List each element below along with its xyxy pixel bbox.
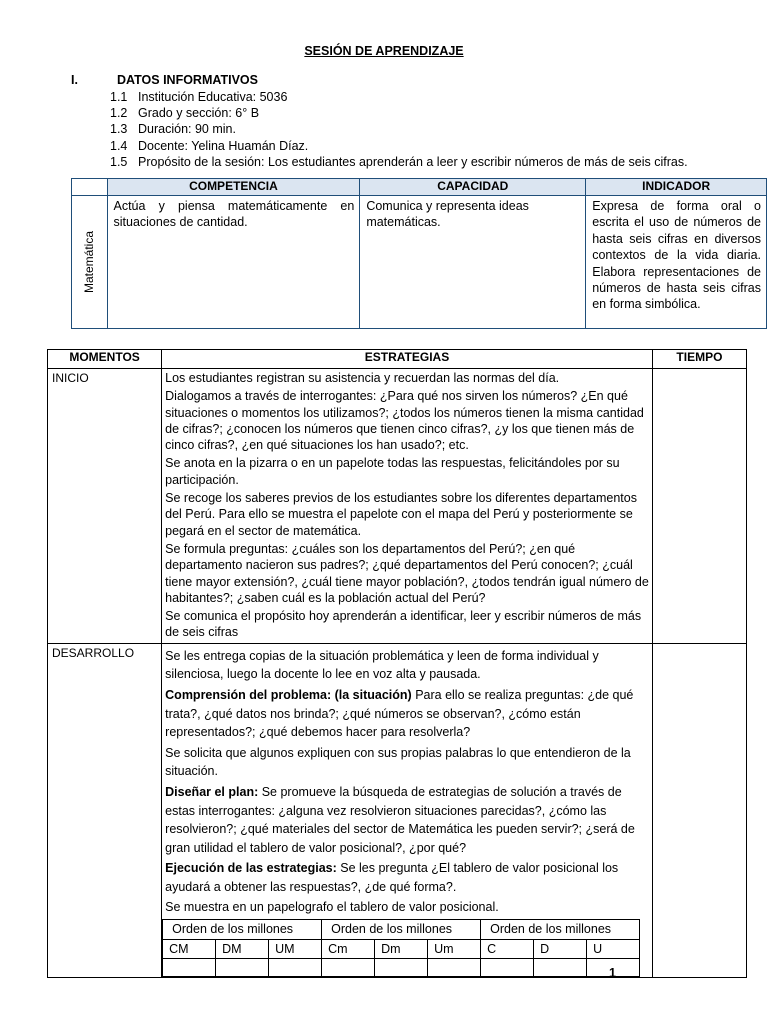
inicio-strategies (162, 369, 653, 644)
paragraph: Se anota en la pizarra o en un papelote todas las respuestas, felicitándoles por su participación. (165, 456, 620, 487)
group-header: Orden de los millones (322, 920, 481, 940)
info-number: 1.4 (110, 138, 128, 153)
paragraph (165, 686, 649, 742)
bold-lead: Comprensión del problema: (la situación) (165, 687, 412, 702)
paragraph-rest: Para ello se realiza preguntas: ¿de qué trata?, ¿qué datos nos brinda?; ¿qué números se observan?, ¿cómo están representados?; ¿qué debemos hacer para resolverla? (165, 687, 634, 740)
col-header: U (587, 939, 640, 959)
col-header: C (481, 939, 534, 959)
col-header: Dm (375, 939, 428, 959)
info-number: 1.5 (110, 154, 128, 169)
empty-header-cell (72, 179, 108, 196)
empty-cell (163, 959, 216, 977)
paragraph (165, 859, 649, 896)
header-indicador: INDICADOR (586, 179, 767, 196)
info-number: 1.2 (110, 106, 128, 121)
paragraph-rest: Se promueve la búsqueda de estrategias de solución a través de estas interrogantes: ¿alguna vez resolvieron situaciones parecidas?, ¿cómo las resolvieron?; ¿qué materiales del sector de Matemática les pueden servir?; ¿será de gran utilidad el tablero de valor posicional?, ¿por qué? (165, 784, 635, 855)
empty-cell (322, 959, 375, 977)
paragraph: Se les entrega copias de la situación problemática y leen de forma individual y silenciosa, luego la docente lo lee en voz alta y pausada. (165, 648, 599, 682)
empty-cell (375, 959, 428, 977)
doc-title: SESIÓN DE APRENDIZAJE (304, 44, 464, 58)
tiempo-cell (652, 369, 746, 644)
info-text: Docente: Yelina Huamán Díaz. (138, 138, 309, 153)
paragraph: Se muestra en un papelografo el tablero de valor posicional. (165, 900, 499, 915)
info-number: 1.1 (110, 90, 128, 104)
paragraph: Se recoge los saberes previos de los estudiantes sobre los diferentes departamentos del Perú. Para ello se muestra el papelote con el mapa del Perú y posteriormente se pegará en el sector de matemática. (165, 491, 637, 538)
info-text: Propósito de la sesión: Los estudiantes aprenderán a leer y escribir números de más de seis cifras. (138, 154, 688, 169)
paragraph: Se formula preguntas: ¿cuáles son los departamentos del Perú?; ¿en qué departamento nacieron sus padres?; ¿qué departamentos del Perú conocen?; ¿cuál tiene mayor extensión?, ¿cuál tiene mayor población?, ¿todos tendrán igual número de habitantes?; ¿saben cuál es la población actual del Perú? (165, 541, 649, 605)
bold-lead: Diseñar el plan: (165, 784, 259, 799)
info-item (110, 121, 688, 137)
header-estrategias: ESTRATEGIAS (162, 350, 653, 369)
table-row (48, 369, 747, 644)
tiempo-cell (652, 643, 746, 978)
area-label: Matemática (82, 230, 97, 294)
col-header: DM (216, 939, 269, 959)
info-item (110, 138, 688, 154)
page-number: 1 (609, 966, 616, 980)
col-header: Cm (322, 939, 375, 959)
info-item (110, 105, 688, 121)
table-row (48, 643, 747, 978)
info-list (110, 89, 688, 170)
area-cell (72, 196, 108, 329)
header-capacidad: CAPACIDAD (360, 179, 586, 196)
group-header: Orden de los millones (481, 920, 640, 940)
paragraph: Se comunica el propósito hoy aprenderán a identificar, leer y escribir números de más de seis cifras (165, 609, 642, 640)
section-number: I. (71, 73, 78, 87)
paragraph-rest: Se les pregunta ¿El tablero de valor posicional los ayudará a obtener las respuestas?, ¿de qué forma?. (165, 861, 619, 894)
empty-cell (534, 959, 587, 977)
info-item (110, 154, 688, 170)
empty-cell (269, 959, 322, 977)
paragraph: Se solicita que algunos expliquen con sus propias palabras lo que entendieron de la situación. (165, 745, 631, 779)
paragraph: Los estudiantes registran su asistencia y recuerdan las normas del día. (165, 371, 560, 385)
header-competencia: COMPETENCIA (107, 179, 360, 196)
capacidad-cell: Comunica y representa ideas matemáticas. (360, 196, 586, 329)
strategies-table (47, 349, 747, 978)
group-header: Orden de los millones (163, 920, 322, 940)
header-momentos: MOMENTOS (48, 350, 162, 369)
bold-lead: Ejecución de las estrategias: (165, 861, 337, 876)
competency-table (71, 178, 767, 329)
col-header: UM (269, 939, 322, 959)
header-tiempo: TIEMPO (652, 350, 746, 369)
info-text: Duración: 90 min. (138, 122, 236, 137)
desarrollo-strategies (162, 643, 653, 978)
moment-inicio: INICIO (48, 369, 162, 644)
info-text: Institución Educativa: 5036 (138, 90, 288, 104)
empty-cell (428, 959, 481, 977)
col-header: CM (163, 939, 216, 959)
competencia-cell: Actúa y piensa matemáticamente en situaciones de cantidad. (107, 196, 360, 329)
moment-desarrollo: DESARROLLO (48, 643, 162, 978)
paragraph: Dialogamos a través de interrogantes: ¿Para qué nos sirven los números? ¿En qué situaciones o momentos los utilizamos?; ¿todos los números tienen la misma cantidad de cifras?; ¿conocen los números que tienen cinco cifras?, ¿y los que tienen más de cinco cifras?, ¿en qué situaciones los han usado?; etc. (165, 389, 644, 453)
indicador-cell: Expresa de forma oral o escrita el uso de números de hasta seis cifras en diversos contextos de la vida diaria. Elabora representaciones de números de hasta seis cifras en forma simbólica. (586, 196, 767, 329)
info-item (110, 89, 688, 105)
info-number: 1.3 (110, 122, 128, 137)
place-value-grid (162, 919, 640, 977)
paragraph (165, 783, 649, 857)
col-header: Um (428, 939, 481, 959)
col-header: D (534, 939, 587, 959)
section-title: DATOS INFORMATIVOS (117, 73, 258, 87)
empty-cell (481, 959, 534, 977)
empty-cell (216, 959, 269, 977)
info-text: Grado y sección: 6° B (138, 106, 260, 121)
